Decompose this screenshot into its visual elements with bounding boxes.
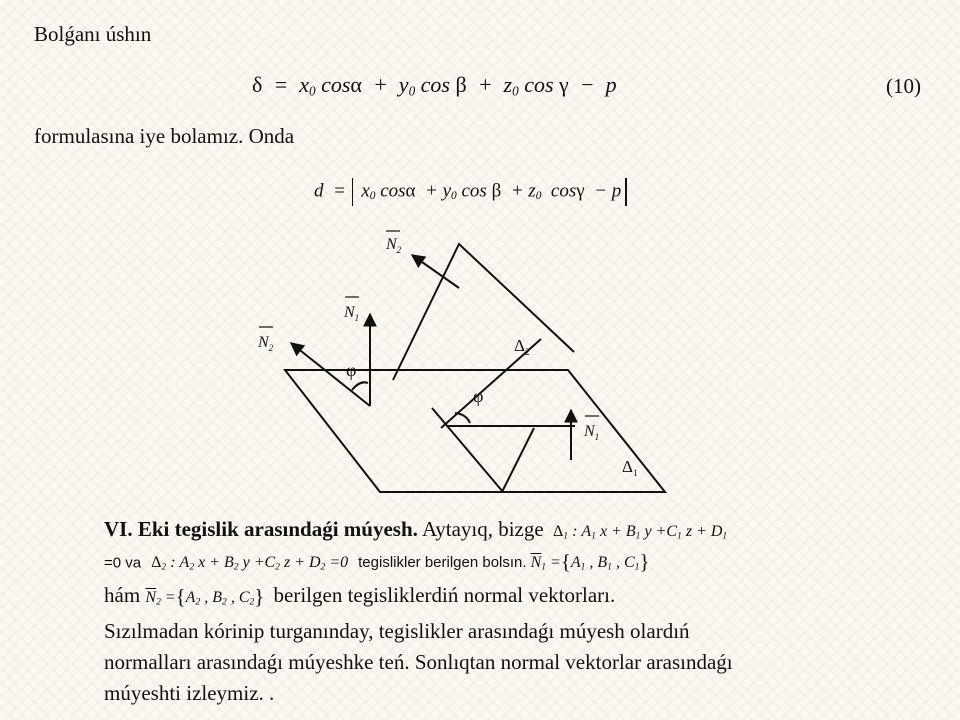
paragraph-line1: Sızılmadan kórinip turganınday, tegislikler arasındaǵı múyesh olardıń <box>104 619 690 643</box>
label-n1-left: $N_1$ <box>344 304 360 323</box>
label-n1-right: $N_1$ <box>584 423 600 442</box>
equation-delta: $\delta = x_0$ $\cos\alpha + y_0$ $\cos \beta + z_0$ cos γ − p <box>252 72 617 99</box>
formula-intro-text: formulasına iye bolamız. Onda <box>34 124 295 148</box>
section-vi-line1 <box>104 517 727 542</box>
equation-distance: $d = x_0$ $\cos\alpha + y_0$ $\cos \beta + z_0$ cosγ − p <box>314 178 627 206</box>
label-delta1: $\Delta_1$ <box>622 457 638 478</box>
section-title: VI. Eki tegislik arasındaǵi múyesh. <box>104 517 418 541</box>
zero-va-text: =0 va <box>104 554 142 572</box>
normal-n2-def: $\overline{N}_2 =\{A_2$ , $B_2$ , $C_2$} <box>145 585 265 609</box>
paragraph-line2: normalları arasındaǵı múyeshke teń. Sonlıqtan normal vektorlar arasındaǵı <box>104 650 733 674</box>
ham-text: hám <box>104 583 141 607</box>
label-n2-left: $N_2$ <box>258 334 274 353</box>
label-phi-center: φ <box>473 386 484 406</box>
plane1-equation: $\Delta_1$ : $A_1$ $x + B_1$ $y +C_1$ $z + D_1$ <box>552 523 728 542</box>
section-vi-line2 <box>104 551 649 575</box>
header-text: Bolǵanı úshın <box>34 22 152 46</box>
paragraph-line3: múyeshti izleymiz. . <box>104 681 275 705</box>
label-delta2: $\Delta_2$ <box>514 336 530 357</box>
normal-vectors-text: berilgen tegisliklerdiń normal vektorları. <box>273 583 616 607</box>
section-vi-line3 <box>104 583 615 610</box>
equation-number: (10) <box>886 74 921 98</box>
intro-text: Aytayıq, bizge <box>422 517 544 541</box>
tilted-plane <box>393 244 574 380</box>
normal-n1-def: $\overline{N}_1 =\{A_1$ , $B_1$ , $C_1$} <box>530 551 650 574</box>
label-phi-left: φ <box>346 360 357 380</box>
plane2-equation: $\Delta_2$ : $A_2$ $x + B_2$ $y +C_2$ $z + D_2 =0$ <box>151 554 349 573</box>
planes-given-text: tegislikler berilgen bolsın. <box>358 554 527 572</box>
label-n2-top: $N_2$ <box>386 236 402 255</box>
intersection-line <box>432 408 503 492</box>
